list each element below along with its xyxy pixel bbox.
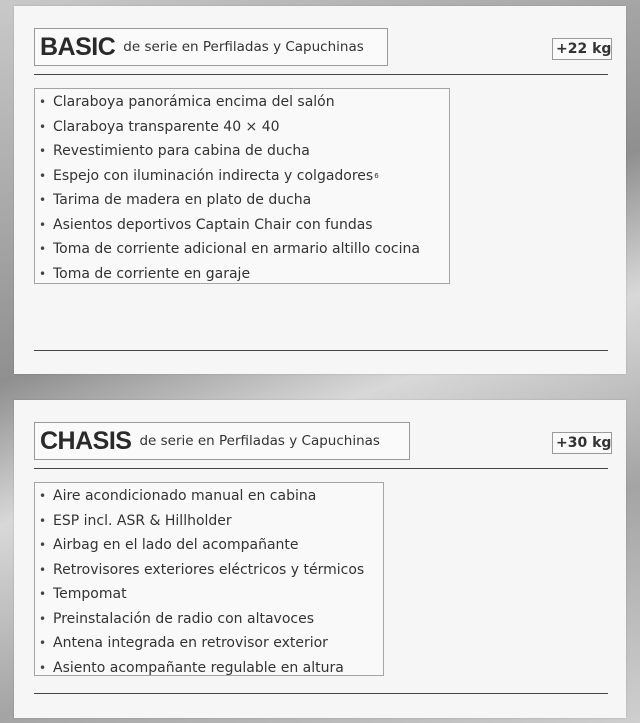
chasis-divider-bottom <box>34 693 608 694</box>
basic-header <box>34 28 388 66</box>
list-item <box>39 656 379 681</box>
basic-divider-top <box>34 74 608 75</box>
list-item <box>39 213 445 238</box>
list-item-text: Retrovisores exteriores eléctricos y térmicos <box>53 561 365 578</box>
bullet: • <box>39 538 47 553</box>
list-item <box>39 115 445 140</box>
list-item-text: Claraboya panorámica encima del salón <box>53 94 335 111</box>
basic-divider-bottom <box>34 350 608 351</box>
list-item-text: Espejo con iluminación indirecta y colgadores <box>53 167 374 184</box>
list-item-text: Claraboya transparente 40 × 40 <box>53 118 280 135</box>
list-item <box>39 237 445 262</box>
bullet: • <box>39 217 47 232</box>
basic-title: BASIC <box>40 32 116 61</box>
list-item-text: Asiento acompañante regulable en altura <box>53 659 344 676</box>
bullet: • <box>39 636 47 651</box>
chasis-title: CHASIS <box>40 426 132 455</box>
bullet: • <box>39 587 47 602</box>
basic-feature-list <box>34 88 450 284</box>
bullet: • <box>39 660 47 675</box>
list-item-text: ESP incl. ASR & Hillholder <box>53 512 232 529</box>
list-item <box>39 484 379 509</box>
list-item-text: Aire acondicionado manual en cabina <box>53 488 317 505</box>
list-item <box>39 558 379 583</box>
list-item <box>39 582 379 607</box>
chasis-header <box>34 422 410 460</box>
list-item <box>39 631 379 656</box>
list-item <box>39 607 379 632</box>
chasis-feature-list <box>34 482 384 676</box>
chasis-subtitle: de serie en Perfiladas y Capuchinas <box>139 433 380 449</box>
list-item <box>39 188 445 213</box>
list-item-text: Preinstalación de radio con altavoces <box>53 610 314 627</box>
footnote-mark: 6 <box>374 171 379 180</box>
list-item-text: Asientos deportivos Captain Chair con fundas <box>53 216 373 233</box>
bullet: • <box>39 119 47 134</box>
bullet: • <box>39 95 47 110</box>
bullet: • <box>39 193 47 208</box>
list-item <box>39 509 379 534</box>
list-item-text: Toma de corriente en garaje <box>53 265 251 282</box>
list-item-text: Airbag en el lado del acompañante <box>53 537 299 554</box>
chasis-weight-badge: +30 kg <box>552 432 612 454</box>
list-item-text: Tarima de madera en plato de ducha <box>53 192 312 209</box>
bullet: • <box>39 513 47 528</box>
basic-subtitle: de serie en Perfiladas y Capuchinas <box>123 39 364 55</box>
list-item-text: Revestimiento para cabina de ducha <box>53 143 310 160</box>
bullet: • <box>39 489 47 504</box>
list-item <box>39 139 445 164</box>
bullet: • <box>39 144 47 159</box>
bullet: • <box>39 242 47 257</box>
list-item <box>39 164 445 189</box>
bullet: • <box>39 266 47 281</box>
basic-weight-badge: +22 kg <box>552 38 612 60</box>
bullet: • <box>39 611 47 626</box>
list-item-text: Antena integrada en retrovisor exterior <box>53 635 328 652</box>
list-item <box>39 533 379 558</box>
bullet: • <box>39 562 47 577</box>
basic-panel <box>14 6 626 374</box>
list-item-text: Tempomat <box>53 586 127 603</box>
chasis-divider-top <box>34 468 608 469</box>
list-item <box>39 90 445 115</box>
list-item <box>39 262 445 287</box>
bullet: • <box>39 168 47 183</box>
list-item-text: Toma de corriente adicional en armario altillo cocina <box>53 241 420 258</box>
chasis-panel <box>14 400 626 718</box>
